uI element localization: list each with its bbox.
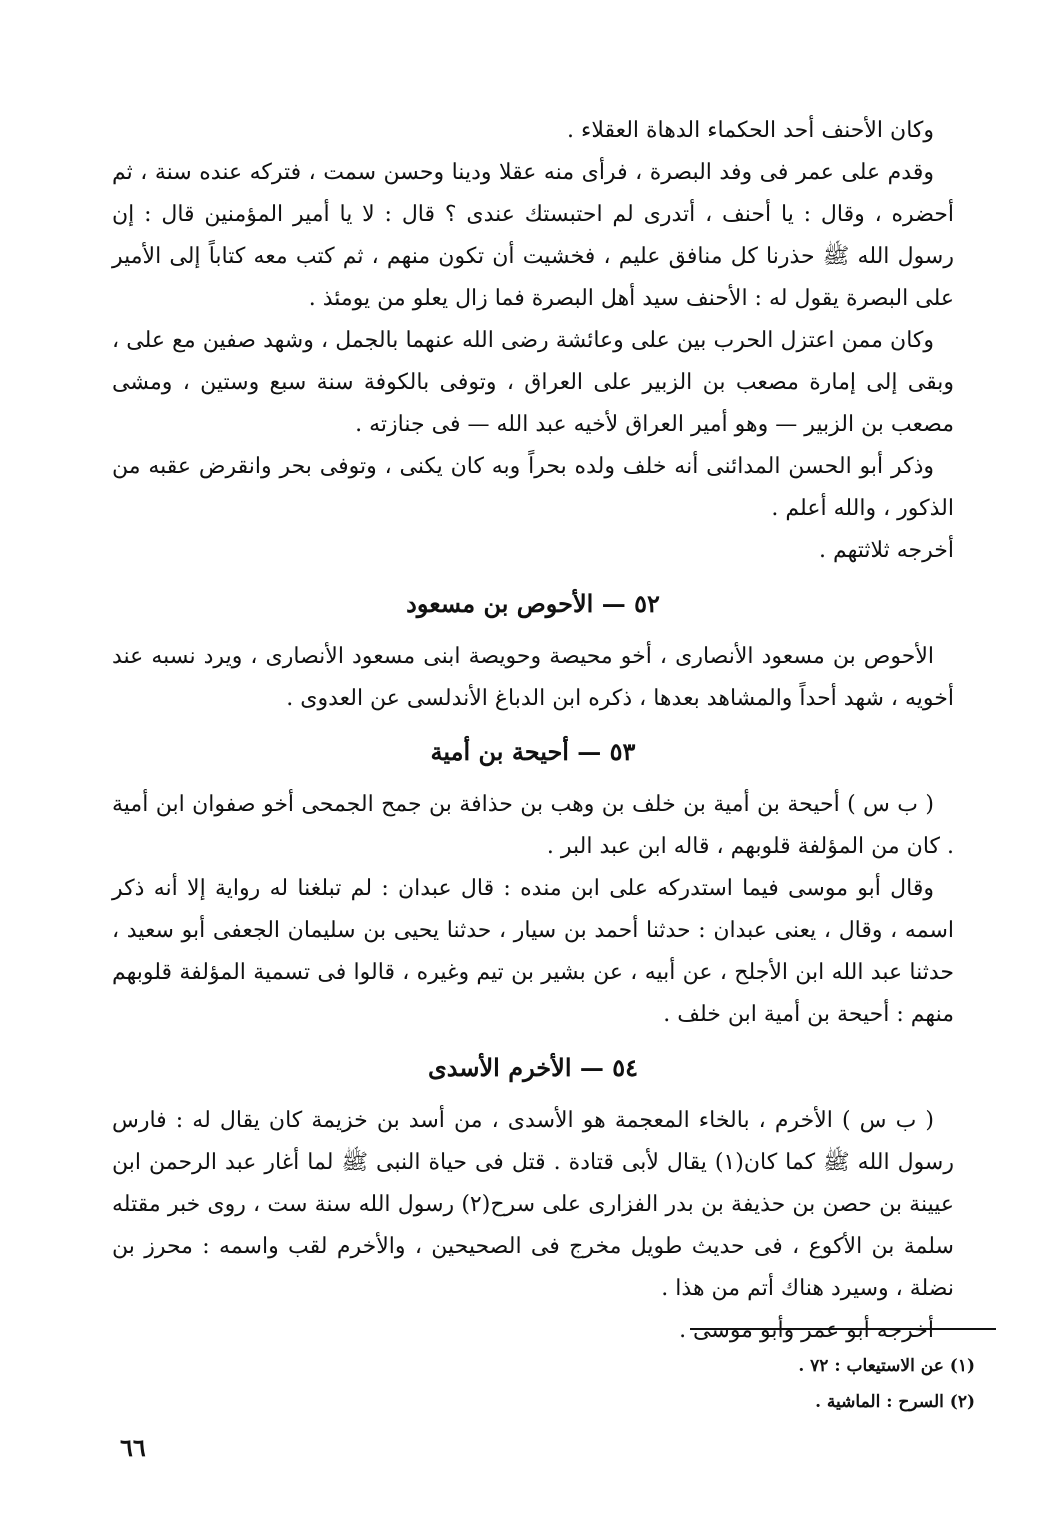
- page-number: ٦٦: [120, 1433, 146, 1462]
- paragraph: وقدم على عمر فى وفد البصرة ، فرأى منه عقلا ودينا وحسن سمت ، فتركه عنده سنة ، ثم أحضره ، وقال : يا أحنف ، أتدرى لم احتبستك عندى ؟ قال : لا يا أمير المؤمنين قال : إن رسول الله ﷺ حذرنا كل منافق عليم ، فخشيت أن تكون منهم ، ثم كتب معه كتاباً إلى الأمير على البصرة يقول له : الأحنف سيد أهل البصرة فما زال يعلو من يومئذ .: [112, 160, 954, 311]
- paragraph: أخرجه أبو عمر وأبو موسى .: [679, 1318, 934, 1343]
- entry-heading-53: ٥٣ — أحيحة بن أمية: [430, 737, 636, 766]
- paragraph: وكان الأحنف أحد الحكماء الدهاة العقلاء .: [567, 118, 934, 143]
- footnote-divider: [690, 1328, 996, 1330]
- paragraph: ( ب س ) أحيحة بن أمية بن خلف بن وهب بن حذافة بن جمح الجمحى أخو صفوان ابن أمية . كان من المؤلفة قلوبهم ، قاله ابن عبد البر .: [112, 792, 954, 859]
- paragraph: ( ب س ) الأخرم ، بالخاء المعجمة هو الأسدى ، من أسد بن خزيمة كان يقال له : فارس رسول الله ﷺ كما كان(١) يقال لأبى قتادة . قتل فى حياة النبى ﷺ لما أغار عبد الرحمن ابن عيينة بن حصن بن حذيفة بن بدر الفزارى على سرح(٢) رسول الله سنة ست ، روى خبر مقتله سلمة بن الأكوع ، فى حديث طويل مخرج فى الصحيحين ، والأخرم لقب واسمه : محرز بن نضلة ، وسيرد هناك أتم من هذا .: [112, 1108, 954, 1301]
- footnotes: [690, 1348, 975, 1420]
- footnote-2: (٢) السرح : الماشية .: [815, 1392, 975, 1412]
- paragraph: وكان ممن اعتزل الحرب بين على وعائشة رضى الله عنهما بالجمل ، وشهد صفين مع على ، وبقى إلى إمارة مصعب بن الزبير على العراق ، وتوفى بالكوفة سنة سبع وستين ، ومشى مصعب بن الزبير — وهو أمير العراق لأخيه عبد الله — فى جنازته .: [112, 328, 954, 437]
- entry-heading-54: ٥٤ — الأخرم الأسدى: [428, 1053, 638, 1082]
- paragraph: الأحوص بن مسعود الأنصارى ، أخو محيصة وحويصة ابنى مسعود الأنصارى ، ويرد نسبه عند أخويه ، شهد أحداً والمشاهد بعدها ، ذكره ابن الدباغ الأندلسى عن العدوى .: [112, 644, 954, 711]
- paragraph: وقال أبو موسى فيما استدركه على ابن منده : قال عبدان : لم تبلغنا له رواية إلا أنه ذكر اسمه ، وقال ، يعنى عبدان : حدثنا أحمد بن سيار ، حدثنا يحيى بن سليمان الجعفى أبو سعيد ، حدثنا عبد الله ابن الأجلح ، عن أبيه ، عن بشير بن تيم وغيره ، قالوا فى تسمية المؤلفة قلوبهم منهم : أحيحة بن أمية ابن خلف .: [112, 876, 954, 1027]
- main-text-block: [112, 110, 954, 1352]
- footnote-1: (١) عن الاستيعاب : ٧٢ .: [798, 1356, 975, 1376]
- entry-heading-52: ٥٢ — الأحوص بن مسعود: [406, 589, 660, 618]
- paragraph: أخرجه ثلاثتهم .: [818, 538, 954, 563]
- paragraph: وذكر أبو الحسن المدائنى أنه خلف ولده بحراً وبه كان يكنى ، وتوفى بحر وانقرض عقبه من الذكور ، والله أعلم .: [112, 454, 954, 521]
